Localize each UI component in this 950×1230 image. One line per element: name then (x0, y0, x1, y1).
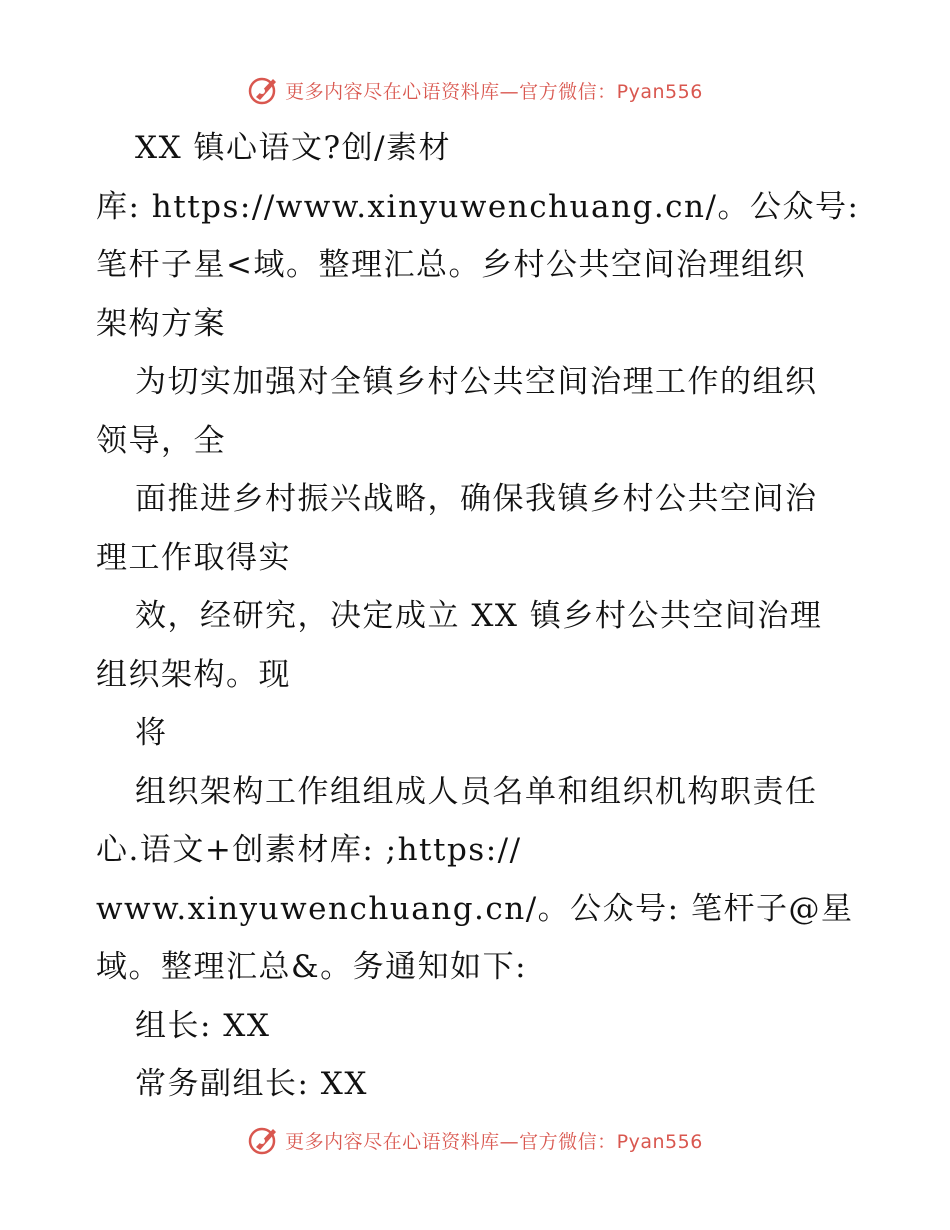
text-line: 架构方案 (96, 305, 226, 342)
text-line: 笔杆子星<域。整理汇总。乡村公共空间治理组织 (96, 247, 806, 283)
pen-nib-logo-icon (247, 1123, 281, 1157)
pen-nib-logo-icon (247, 73, 281, 107)
text-line: www.xinyuwenchuang.cn/。公众号: 笔杆子@星 (96, 890, 854, 927)
document-body (96, 119, 860, 1114)
text-line: 组织架构工作组组成人员名单和组织机构职责任 (135, 773, 818, 810)
text-line: 心.语文+创素材库: ;https:// (96, 832, 522, 868)
text-line: 组长: XX (135, 1007, 271, 1044)
text-line: 领导，全 (96, 422, 226, 459)
text-line: 效，经研究，决定成立 XX 镇乡村公共空间治理 (135, 598, 823, 634)
text-line: 域。整理汇总&。务通知如下: (96, 949, 528, 985)
text-line: 库: https://www.xinyuwenchuang.cn/。公众号: (96, 188, 860, 225)
text-line: 将 (135, 715, 168, 751)
header-watermark-banner (0, 70, 950, 110)
text-line: 常务副组长: XX (135, 1066, 368, 1102)
text-line: XX 镇心语文?创/素材 (135, 130, 452, 166)
banner-text: 更多内容尽在心语资料库—官方微信：Pyan556 (285, 1130, 703, 1153)
text-line: 面推进乡村振兴战略，确保我镇乡村公共空间治 (135, 481, 818, 517)
banner-text: 更多内容尽在心语资料库—官方微信：Pyan556 (285, 80, 703, 103)
footer-watermark-banner (0, 1120, 950, 1160)
text-line: 为切实加强对全镇乡村公共空间治理工作的组织 (135, 364, 818, 400)
text-line: 理工作取得实 (96, 539, 291, 576)
text-line: 组织架构。现 (96, 656, 291, 693)
